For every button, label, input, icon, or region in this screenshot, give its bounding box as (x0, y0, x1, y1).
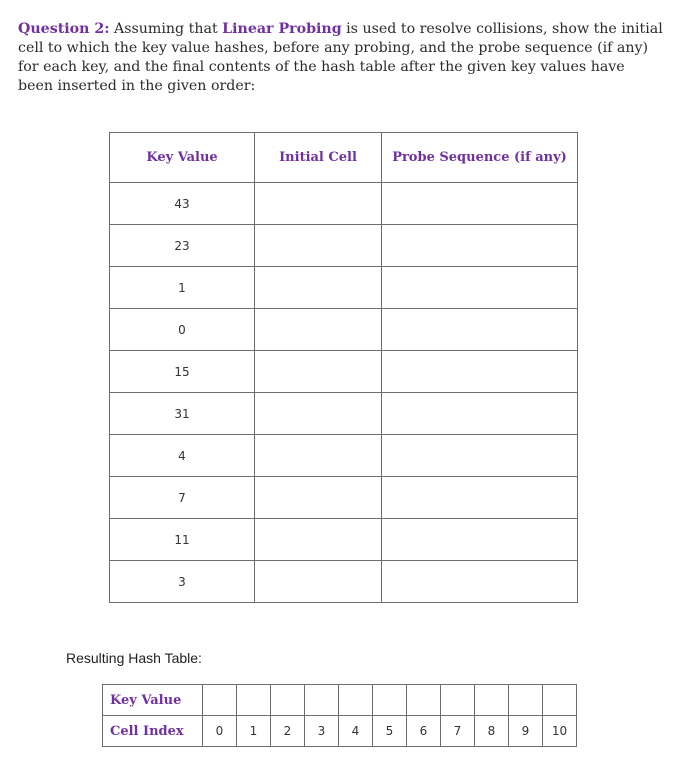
key-value-cell: 1 (110, 267, 255, 309)
table-row (110, 477, 578, 519)
hash-table-key-label: Key Value (103, 685, 203, 716)
probe-sequence-answer[interactable] (382, 183, 578, 225)
probe-table (109, 132, 578, 603)
hash-slot-index: 1 (237, 716, 271, 747)
table-row (110, 519, 578, 561)
probe-sequence-answer[interactable] (382, 561, 578, 603)
hash-slot-key[interactable] (407, 685, 441, 716)
initial-cell-answer[interactable] (255, 351, 382, 393)
hash-slot-key[interactable] (509, 685, 543, 716)
key-value-cell: 23 (110, 225, 255, 267)
hash-slot-key[interactable] (237, 685, 271, 716)
probe-sequence-answer[interactable] (382, 435, 578, 477)
resulting-hash-table-label: Resulting Hash Table: (66, 650, 202, 666)
key-value-cell: 43 (110, 183, 255, 225)
hash-table-index-row (103, 716, 577, 747)
probe-sequence-answer[interactable] (382, 393, 578, 435)
table-row (110, 225, 578, 267)
question-text-after: is used to resolve collisions, show the initial cell to which the key value hashes, before any probing, and the probe sequence (if any) for each key, and the final contents of the hash table after the given key values have been inserted in the given order: (18, 21, 663, 94)
question-label: Question 2: (18, 21, 110, 37)
table-row (110, 267, 578, 309)
key-value-cell: 11 (110, 519, 255, 561)
key-value-cell: 4 (110, 435, 255, 477)
key-value-cell: 0 (110, 309, 255, 351)
initial-cell-answer[interactable] (255, 477, 382, 519)
header-probe-sequence: Probe Sequence (if any) (382, 133, 578, 183)
table-row (110, 393, 578, 435)
key-value-cell: 3 (110, 561, 255, 603)
probe-sequence-answer[interactable] (382, 351, 578, 393)
hash-slot-index: 4 (339, 716, 373, 747)
hash-slot-index: 9 (509, 716, 543, 747)
key-value-cell: 31 (110, 393, 255, 435)
table-row (110, 183, 578, 225)
header-key-value: Key Value (110, 133, 255, 183)
hash-slot-key[interactable] (305, 685, 339, 716)
hash-table-index-label: Cell Index (103, 716, 203, 747)
key-value-cell: 15 (110, 351, 255, 393)
initial-cell-answer[interactable] (255, 309, 382, 351)
table-row (110, 435, 578, 477)
hash-slot-index: 10 (543, 716, 577, 747)
table-row (110, 561, 578, 603)
hash-slot-key[interactable] (203, 685, 237, 716)
hash-table-key-row (103, 685, 577, 716)
table-row (110, 309, 578, 351)
hash-slot-index: 7 (441, 716, 475, 747)
initial-cell-answer[interactable] (255, 561, 382, 603)
hash-slot-key[interactable] (339, 685, 373, 716)
probe-sequence-answer[interactable] (382, 225, 578, 267)
key-value-cell: 7 (110, 477, 255, 519)
question-text-before: Assuming that (109, 21, 223, 37)
question-text (18, 20, 663, 96)
probe-table-header-row (110, 133, 578, 183)
initial-cell-answer[interactable] (255, 225, 382, 267)
hash-slot-key[interactable] (475, 685, 509, 716)
question-highlight: Linear Probing (222, 21, 342, 37)
hash-slot-key[interactable] (373, 685, 407, 716)
hash-slot-index: 6 (407, 716, 441, 747)
initial-cell-answer[interactable] (255, 183, 382, 225)
hash-slot-index: 0 (203, 716, 237, 747)
hash-slot-index: 5 (373, 716, 407, 747)
initial-cell-answer[interactable] (255, 435, 382, 477)
initial-cell-answer[interactable] (255, 393, 382, 435)
hash-slot-index: 8 (475, 716, 509, 747)
probe-sequence-answer[interactable] (382, 309, 578, 351)
probe-sequence-answer[interactable] (382, 267, 578, 309)
hash-table (102, 684, 577, 747)
hash-slot-index: 3 (305, 716, 339, 747)
initial-cell-answer[interactable] (255, 267, 382, 309)
probe-sequence-answer[interactable] (382, 477, 578, 519)
header-initial-cell: Initial Cell (255, 133, 382, 183)
table-row (110, 351, 578, 393)
hash-slot-key[interactable] (271, 685, 305, 716)
probe-sequence-answer[interactable] (382, 519, 578, 561)
hash-slot-index: 2 (271, 716, 305, 747)
hash-slot-key[interactable] (441, 685, 475, 716)
initial-cell-answer[interactable] (255, 519, 382, 561)
hash-slot-key[interactable] (543, 685, 577, 716)
